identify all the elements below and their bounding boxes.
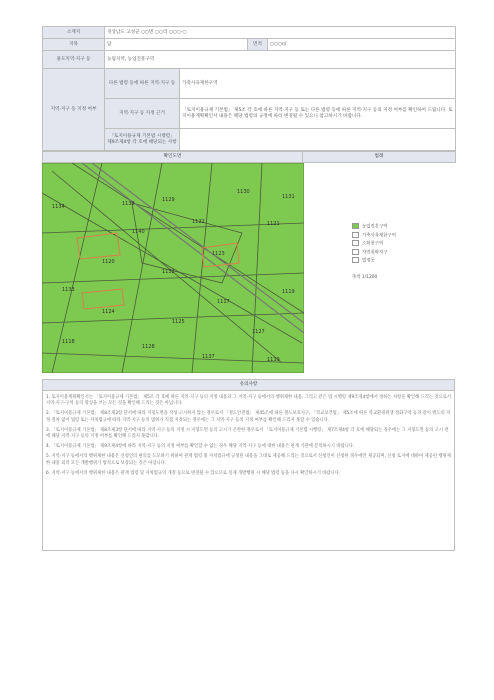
notes-title: 유의사항 (43, 380, 455, 391)
map-scale: 축척 1/1200 (352, 274, 378, 280)
zoning-value: 농림지역, 농업진흥구역 (105, 51, 456, 69)
notes-body (42, 391, 455, 551)
designation-label: 지역·지구 등 지정 여부 (43, 69, 105, 151)
location-label: 소재지 (43, 27, 105, 39)
note-item: 4. 「토지이용규제 기본법」 제9조제4항에 따라 지역·지구 등의 지정 여부를 확인할 수 없는 경우 해당 지역·지구 등에 대한 내용은 관계 기관에 문의하시기 바랍니다. (46, 444, 355, 450)
legend-swatch (352, 232, 359, 238)
parcel-label: 1131 (282, 194, 295, 200)
category-label: 지목 (43, 39, 105, 51)
parcel-label: 1128 (142, 344, 155, 350)
other-law-label: 다른 법령 등에 따른 지역·지구 등 (105, 69, 180, 99)
regulation-value (180, 129, 456, 151)
other-law-value: 가축사육제한구역 (180, 69, 456, 99)
legend-swatch (352, 249, 359, 255)
legend-swatch-green (352, 223, 359, 229)
parcel-label: 1121 (267, 221, 280, 227)
location-value: 경상남도 고성군 ○○면 ○○리 ○○○-○ (105, 27, 456, 39)
detail-text: 「토지이용규제 기본법」 제5조 각 호에 따른 지역·지구 등 또는 다른 법령 등에 따른 지역·지구 등의 지정 여부를 확인하여 드립니다. 토지이용계획확인서 내용은 해당 법령의 규정에 따라 변경될 수 있으니 참고하시기 바랍니다. (180, 99, 456, 129)
area-value: ○○○㎡ (268, 39, 456, 51)
parcel-label: 1118 (62, 339, 75, 345)
parcel-label: 1133 (62, 287, 75, 293)
map-legend (352, 223, 396, 282)
legend-item: 자연취락지구 (352, 249, 396, 258)
land-use-document (42, 26, 455, 571)
parcel-label: 1139 (267, 357, 280, 363)
map-header-right: 범례 (303, 152, 456, 163)
note-item: 2. 「토지이용규제 기본법」 제8조제2항 단서에 따라 지형도면을 작성·고시하지 않는 경우로서 「철도안전법」 제45조에 따른 철도보호지구, 「학교보건법」 제5조에 따른 학교환경위생 정화구역 등과 같이 별도의 지정 절차 없이 법령 또는 자치법규에 따라 지역·지구 등의 범위가 직접 지정되는 경우에는 그 지역·지구 등의 지정 여부를 확인해 드리지 못할 수 있습니다. (46, 411, 451, 423)
legend-swatch (352, 240, 359, 246)
regulation-label: 「토지이용규제 기본법 시행령」 제9조제4항 각 호에 해당되는 사항 (105, 129, 180, 151)
legend-swatch (352, 257, 359, 263)
parcel-label: 1122 (192, 219, 205, 225)
parcel-label: 1134 (52, 204, 65, 210)
parcel-label: 1137 (202, 354, 215, 360)
cadastral-map (42, 163, 304, 373)
parcel-label: 1120 (102, 259, 115, 265)
map-header-left: 확인도면 (43, 152, 303, 163)
parcel-label: 1127 (252, 329, 265, 335)
legend-item: 농업진흥구역 (352, 223, 396, 232)
notes-header (42, 379, 455, 391)
parcel-label: 1140 (132, 229, 145, 235)
parcel-label: 1117 (217, 299, 230, 305)
note-item: 1. 토지이용계획확인서는 「토지이용규제 기본법」 제5조 각 호에 따른 지역·지구 등의 지정 내용과 그 지역·지구 등에서의 행위제한 내용, 그리고 같은 법 시행령 제9조제4항에서 정하는 사항을 확인해 드리는 것으로서 지역·지구·구역 등의 명칭을 쓰는 모든 것을 확인해 드리는 것은 아닙니다. (46, 395, 452, 407)
legend-item: 소하천구역 (352, 240, 396, 249)
parcel-label: 1125 (172, 319, 185, 325)
parcel-label: 1124 (102, 309, 115, 315)
legend-item: 가축사육제한구역 (352, 232, 396, 241)
category-value: 답 (105, 39, 248, 51)
detail-label: 지역·지구 등 지정 근거 (105, 99, 180, 129)
map-background (42, 163, 304, 373)
parcel-label: 1119 (282, 289, 295, 295)
parcel-label: 1129 (162, 197, 175, 203)
parcel-label: 1138 (122, 201, 135, 207)
zoning-label: 용도지역·지구 등 (43, 51, 105, 69)
info-table (42, 26, 456, 151)
note-item: 5. 지역·지구 등에서의 행위제한 내용은 신청인의 편의를 도모하기 위하여 관계 법령 및 자치법규에 규정된 내용을 그대로 제공해 드리는 것으로서 신청인이 신청한 경우에만 제공되며, 신청 토지에 대하여 제공된 행위제한 내용 외의 모든 개발행위가 법적으로 보장되는 것은 아닙니다. (46, 454, 451, 466)
parcel-label: 1123 (212, 251, 225, 257)
parcel-label: 1132 (162, 269, 175, 275)
legend-item: 법정동 (352, 257, 396, 266)
note-item: 3. 「토지이용규제 기본법」 제8조제3항 단서에 따라 지역·지구 등의 지정 시 지형도면 등의 고시가 곤란한 경우로서 「토지이용규제 기본법 시행령」 제7조제4항 각 호에 해당되는 경우에는 그 지형도면 등의 고시 전에 해당 지역·지구 등의 지정 여부를 확인해 드리지 못합니다. (46, 427, 449, 440)
map-section (42, 163, 455, 379)
area-label: 면적 (248, 39, 268, 51)
parcel-label: 1130 (237, 189, 250, 195)
map-header (42, 151, 456, 163)
note-item: 6. 지역·지구 등에서의 행위제한 내용은 관계 법령 및 자치법규의 개정 등으로 변경될 수 있으므로 실제 개발행위 시 해당 법령 등을 다시 확인하시기 바랍니다. (46, 470, 341, 476)
